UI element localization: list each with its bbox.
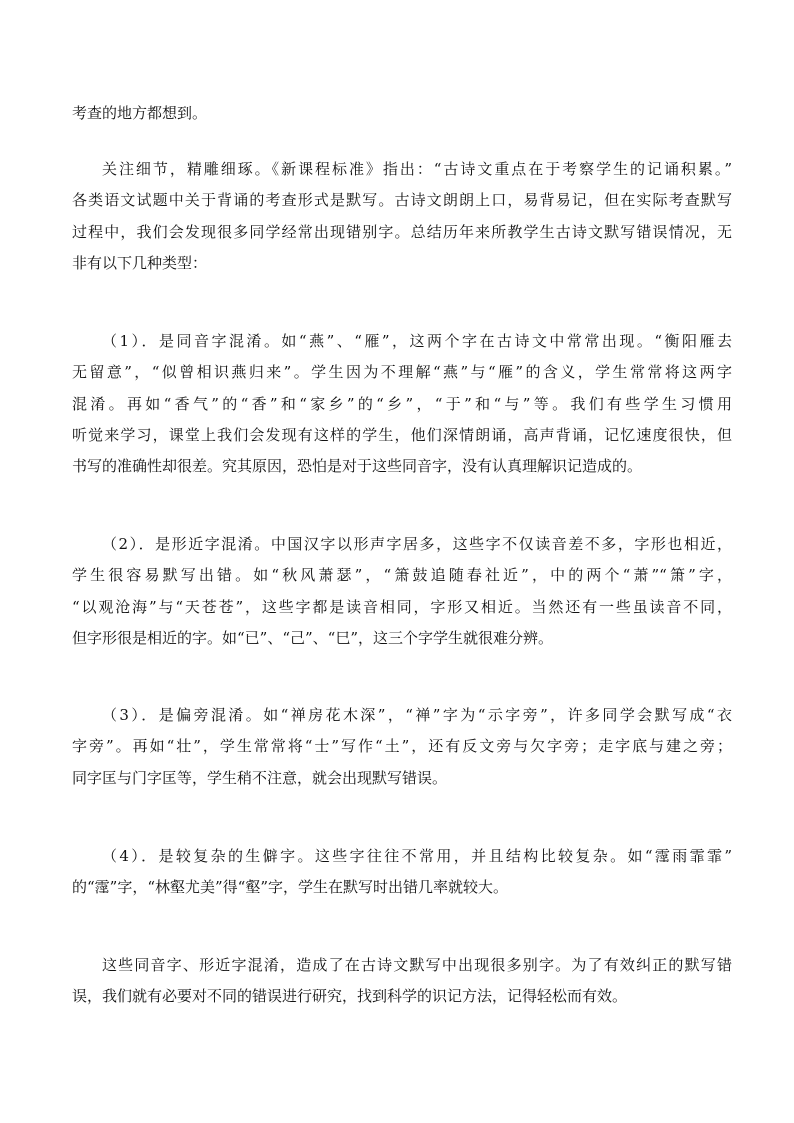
text-line: 混淆。再如“香气”的“香”和“家乡”的“乡”，“于”和“与”等。我们有些学生习惯用: [72, 394, 732, 413]
text-line: 的“霪”字，“林壑尤美”得“壑”字，学生在默写时出错几率就较大。: [72, 878, 509, 897]
text-line: 无留意”，“似曾相识燕归来”。学生因为不理解“燕”与“雁”的含义，学生常常将这两字: [72, 363, 732, 382]
text-line: 同字匡与门字匡等，学生稍不注意，就会出现默写错误。: [72, 768, 448, 787]
paragraph-continuation: [72, 98, 732, 129]
paragraph-type-1: [72, 326, 732, 482]
paragraph-type-4: [72, 841, 732, 904]
text-line: 关注细节，精雕细琢。《新课程标准》指出：“古诗文重点在于考察学生的记诵积累。”: [102, 160, 732, 178]
text-line: 这些同音字、形近字混淆，造成了在古诗文默写中出现很多别字。为了有效纠正的默写错: [102, 956, 732, 974]
paragraph-type-3: [72, 700, 732, 794]
text-line: 考查的地方都想到。: [72, 104, 208, 122]
text-line: 但字形很是相近的字。如“已”、“己”、“巳”，这三个字学生就很难分辨。: [72, 628, 554, 647]
paragraph-details: [72, 154, 732, 279]
paragraph-conclusion: [72, 950, 732, 1013]
text-line: 各类语文试题中关于背诵的考查形式是默写。古诗文朗朗上口，易背易记，但在实际考查默写: [72, 191, 732, 210]
text-line: （4）．是较复杂的生僻字。这些字往往不常用，并且结构比较复杂。如“霪雨霏霏”: [102, 847, 732, 865]
text-line: 非有以下几种类型：: [72, 253, 208, 272]
text-line: 听觉来学习，课堂上我们会发现有这样的学生，他们深情朗诵，高声背诵，记忆速度很快，但: [72, 425, 732, 444]
text-line: 误，我们就有必要对不同的错误进行研究，找到科学的识记方法，记得轻松而有效。: [72, 987, 628, 1006]
text-line: “以观沧海”与“天苍苍”，这些字都是读音相同，字形又相近。当然还有一些虽读音不同，: [72, 597, 732, 616]
paragraph-type-2: [72, 529, 732, 654]
text-line: 过程中，我们会发现很多同学经常出现错别字。总结历年来所教学生古诗文默写错误情况，无: [72, 222, 732, 241]
text-line: （3）．是偏旁混淆。如“禅房花木深”，“禅”字为“示字旁”，许多同学会默写成“衣: [102, 706, 732, 724]
text-line: 字旁”。再如“壮”，学生常常将“士”写作“土”，还有反文旁与欠字旁；走字底与建之旁；: [72, 737, 732, 756]
text-line: 学生很容易默写出错。如“秋风萧瑟”，“箫鼓追随春社近”，中的两个“萧”“箫”字，: [72, 566, 732, 585]
text-line: （1）．是同音字混淆。如“燕”、“雁”，这两个字在古诗文中常常出现。“衡阳雁去: [102, 332, 732, 350]
text-line: （2）．是形近字混淆。中国汉字以形声字居多，这些字不仅读音差不多，字形也相近，: [102, 535, 732, 553]
text-line: 书写的准确性却很差。究其原因，恐怕是对于这些同音字，没有认真理解识记造成的。: [72, 457, 643, 476]
